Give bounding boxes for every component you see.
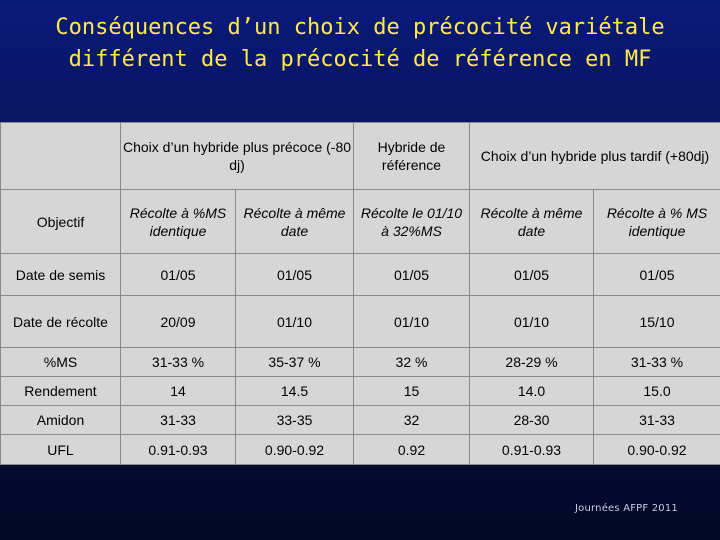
- cell-reference: 32: [354, 406, 470, 435]
- cell: 35-37 %: [236, 348, 354, 377]
- cell: 01/10: [470, 296, 594, 348]
- table-row: [1, 377, 720, 406]
- cell-reference: 01/10: [354, 296, 470, 348]
- cell-reference: 32 %: [354, 348, 470, 377]
- table-row: [1, 254, 720, 296]
- cell: 31-33 %: [121, 348, 236, 377]
- cell: 14.5: [236, 377, 354, 406]
- row-label-rendement: Rendement: [1, 377, 121, 406]
- cell: 33-35: [236, 406, 354, 435]
- title-line-2: différent de la précocité de référence en MF: [68, 47, 652, 72]
- header-early-hybrid: Choix d’un hybride plus précoce (-80 dj): [121, 123, 354, 190]
- cell: 01/05: [236, 254, 354, 296]
- header-reference-hybrid: Hybride de référence: [354, 123, 470, 190]
- cell: 0.90-0.92: [594, 435, 720, 465]
- cell: 31-33: [121, 406, 236, 435]
- cell: Récolte à même date: [470, 190, 594, 254]
- row-label-date-recolte: Date de récolte: [1, 296, 121, 348]
- cell: Récolte à %MS identique: [121, 190, 236, 254]
- table-row: [1, 435, 720, 465]
- cell: 28-30: [470, 406, 594, 435]
- cell: 01/05: [470, 254, 594, 296]
- table-row: [1, 406, 720, 435]
- row-label-ms: %MS: [1, 348, 121, 377]
- row-label-ufl: UFL: [1, 435, 121, 465]
- table-header-row: [1, 123, 720, 190]
- cell: 0.90-0.92: [236, 435, 354, 465]
- cell: 0.91-0.93: [121, 435, 236, 465]
- cell: 14.0: [470, 377, 594, 406]
- cell-reference: 01/05: [354, 254, 470, 296]
- table-row: [1, 296, 720, 348]
- cell: 0.91-0.93: [470, 435, 594, 465]
- cell: 01/05: [121, 254, 236, 296]
- row-label-date-semis: Date de semis: [1, 254, 121, 296]
- cell: 28-29 %: [470, 348, 594, 377]
- cell-reference: 0.92: [354, 435, 470, 465]
- cell: Récolte à même date: [236, 190, 354, 254]
- header-late-hybrid: Choix d’un hybride plus tardif (+80dj): [470, 123, 720, 190]
- cell: 15/10: [594, 296, 720, 348]
- cell: 15.0: [594, 377, 720, 406]
- footer-credit: Journées AFPF 2011: [575, 503, 678, 514]
- cell: 01/10: [236, 296, 354, 348]
- cell-reference: 15: [354, 377, 470, 406]
- cell: 20/09: [121, 296, 236, 348]
- row-label-amidon: Amidon: [1, 406, 121, 435]
- table-row: [1, 190, 720, 254]
- header-empty-cell: [1, 123, 121, 190]
- cell-reference: Récolte le 01/10 à 32%MS: [354, 190, 470, 254]
- row-label-objectif: Objectif: [1, 190, 121, 254]
- cell: 31-33: [594, 406, 720, 435]
- cell: 14: [121, 377, 236, 406]
- cell: 01/05: [594, 254, 720, 296]
- comparison-table: [0, 122, 720, 465]
- cell: 31-33 %: [594, 348, 720, 377]
- slide-title: [0, 12, 720, 76]
- table-row: [1, 348, 720, 377]
- cell: Récolte à % MS identique: [594, 190, 720, 254]
- title-line-1: Conséquences d’un choix de précocité variétale: [55, 15, 665, 40]
